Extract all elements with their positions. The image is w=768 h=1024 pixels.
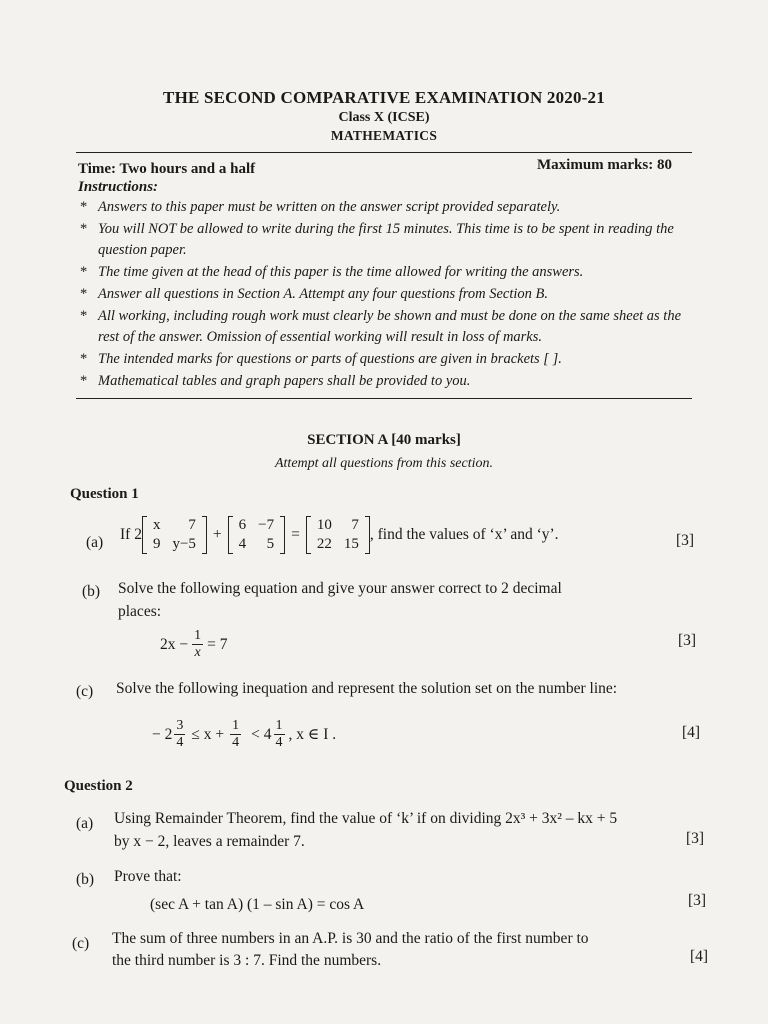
section-subtitle: Attempt all questions from this section. — [274, 456, 494, 471]
instruction-item: * All working, including rough work must clearly be shown and must be done on the same sheet as the rest of the answer. Omission of essential working will result in loss of marks. — [80, 308, 682, 345]
matrix-3: 10 7 22 15 — [306, 516, 370, 554]
q2c-part-label: (c) — [72, 935, 90, 952]
bullet-star-icon: * — [80, 308, 88, 324]
subject-label: MATHEMATICS — [330, 128, 438, 143]
bullet-star-icon: * — [80, 221, 88, 237]
matrix-2: 6 −7 4 5 — [228, 516, 285, 554]
q2c-text: The sum of three numbers in an A.P. is 30 and the ratio of the first number to — [112, 930, 589, 947]
q1a-prefix: If 2 — [120, 526, 142, 543]
instruction-item: * The time given at the head of this paper is the time allowed for writing the answers. — [76, 262, 696, 283]
bullet-star-icon: * — [80, 199, 88, 215]
q1b-equation: 2x − $\frac{1}{x}$ = 7 — [160, 628, 228, 660]
class-label: Class X (ICSE) — [338, 110, 430, 125]
q1b-text-2: places: — [118, 603, 162, 620]
instruction-item: * You will NOT be allowed to write during the first 15 minutes. This time is to be spent in reading the question paper. — [80, 221, 674, 258]
bottom-rule — [76, 398, 692, 399]
bullet-star-icon: * — [80, 373, 88, 389]
q1c-marks: [4] — [682, 724, 701, 741]
instruction-item: * The intended marks for questions or parts of questions are given in brackets [ ]. — [76, 349, 696, 370]
q2a-marks: [3] — [686, 830, 705, 847]
q1a-equation: If 2 x 7 9 y−5 + 6 −7 4 5 = 10 7 22 15 , find the values of ‘x’ and ‘y’. — [120, 517, 559, 552]
q1a-marks: [3] — [676, 532, 695, 549]
question-1-label: Question 1 — [70, 486, 139, 502]
q2b-marks: [3] — [688, 892, 707, 909]
q2b-equation: (sec A + tan A) (1 – sin A) = cos A — [150, 896, 365, 913]
q1c-text: Solve the following inequation and represent the solution set on the number line: — [116, 680, 618, 697]
q2b-text: Prove that: — [114, 868, 182, 885]
instructions-list — [76, 197, 696, 393]
q1a-suffix: , find the values of ‘x’ and ‘y’. — [369, 526, 559, 543]
instruction-item: * Mathematical tables and graph papers shall be provided to you. — [76, 371, 696, 392]
top-rule — [76, 152, 692, 153]
q2c-text-2: the third number is 3 : 7. Find the numbers. — [112, 952, 382, 969]
section-title: SECTION A [40 marks] — [307, 432, 461, 448]
bullet-star-icon: * — [80, 351, 88, 367]
instruction-item: * Answer all questions in Section A. Attempt any four questions from Section B. — [76, 284, 696, 305]
q1c-inequation: − 2 $\frac{3}{4}$ ≤ x + $\frac{1}{4}$ < 4 $\frac{1}{4}$ , x ∈ I . — [152, 718, 337, 750]
instructions-heading: Instructions: — [78, 179, 159, 195]
q1c-part-label: (c) — [76, 683, 94, 700]
question-2-label: Question 2 — [64, 778, 133, 794]
q1b-marks: [3] — [678, 632, 697, 649]
q1b-part-label: (b) — [82, 583, 101, 600]
q2a-text-2: by x − 2, leaves a remainder 7. — [114, 833, 305, 850]
q2b-part-label: (b) — [76, 871, 95, 888]
exam-title: THE SECOND COMPARATIVE EXAMINATION 2020-21 — [163, 88, 605, 107]
q2a-text: Using Remainder Theorem, find the value of ‘k’ if on dividing 2x³ + 3x² – kx + 5 — [114, 810, 618, 827]
q2c-marks: [4] — [690, 948, 709, 965]
bullet-star-icon: * — [80, 286, 88, 302]
q1b-text: Solve the following equation and give your answer correct to 2 decimal — [118, 580, 562, 597]
bullet-star-icon: * — [80, 264, 88, 280]
time-label: Time: Two hours and a half — [78, 161, 256, 177]
instruction-item: * Answers to this paper must be written on the answer script provided separately. — [76, 197, 696, 218]
matrix-1: x 7 9 y−5 — [142, 516, 207, 554]
q1a-part-label: (a) — [86, 534, 104, 551]
max-marks-label: Maximum marks: 80 — [537, 157, 672, 173]
q2a-part-label: (a) — [76, 815, 94, 832]
